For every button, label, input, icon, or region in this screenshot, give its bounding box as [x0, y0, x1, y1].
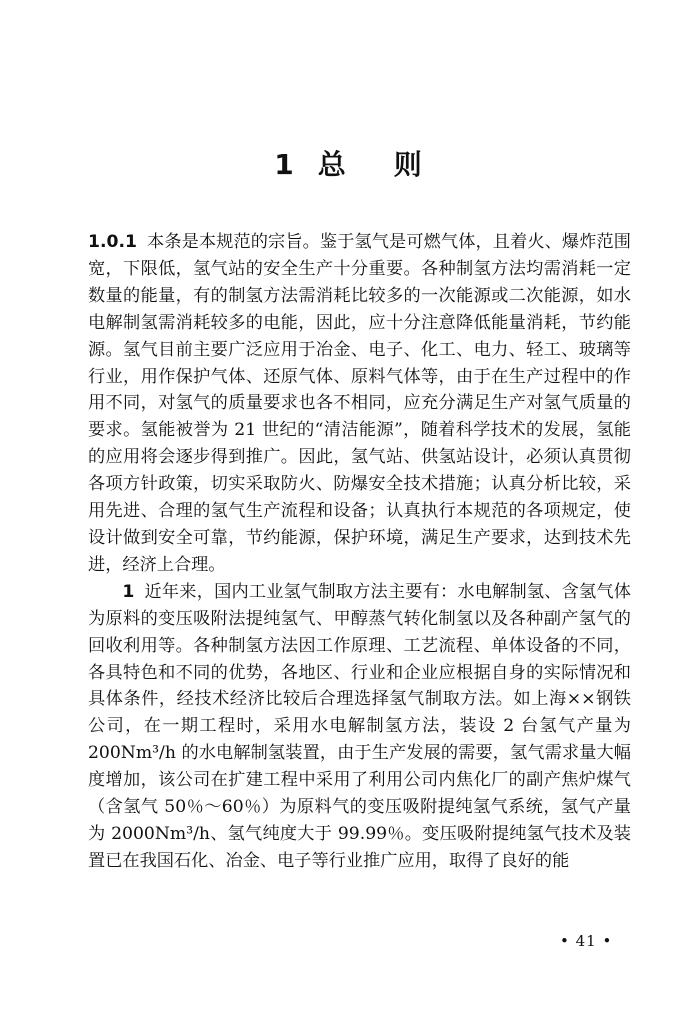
clause-text: 本条是本规范的宗旨。鉴于氢气是可燃气体，且着火、爆炸范围宽，下限低，氢气站的安全生产十分重要。各种制氢方法均需消耗一定数量的能量，有的制氢方法需消耗比较多的一次能源或二次能源，如水电解制氢需消耗较多的电能，因此，应十分注意降低能量消耗，节约能源。氢气目前主要广泛应用于冶金、电子、化工、电力、轻工、玻璃等行业，用作保护气体、还原气体、原料气体等，由于在生产过程中的作用不同，对氢气的质量要求也各不相同，应充分满足生产对氢气质量的要求。氢能被誉为 21 世纪的“清洁能源”，随着科学技术的发展，氢能的应用将会逐步得到推广。因此，氢气站、供氢站设计，必须认真贯彻各项方针政策，切实采取防火、防爆安全技术措施；认真分析比较，采用先进、合理的氢气生产流程和设备；认真执行本规范的各项规定，使设计做到安全可靠，节约能源，保护环境，满足生产要求，达到技术先进，经济上合理。: [88, 232, 631, 575]
item-number: 1: [122, 581, 135, 602]
clause-paragraph: [88, 229, 631, 579]
body-text: [88, 229, 631, 875]
page-number: • 41 •: [560, 932, 613, 950]
chapter-title-char-2: 则: [393, 148, 424, 181]
chapter-title: [0, 143, 698, 183]
clause-id: 1.0.1: [88, 232, 137, 252]
chapter-title-char-1: 总: [317, 148, 348, 181]
item-paragraph: [88, 579, 631, 875]
item-text: 近年来，国内工业氢气制取方法主要有：水电解制氢、含氢气体为原料的变压吸附法提纯氢气、甲醇蒸气转化制氢以及各种副产氢气的回收利用等。各种制氢方法因工作原理、工艺流程、单体设备的不同，各具特色和不同的优势，各地区、行业和企业应根据自身的实际情况和具体条件，经技术经济比较后合理选择氢气制取方法。如上海××钢铁公司，在一期工程时，采用水电解制氢方法，装设 2 台氢气产量为 200Nm³/h 的水电解制氢装置，由于生产发展的需要，氢气需求量大幅度增加，该公司在扩建工程中采用了利用公司内焦化厂的副产焦炉煤气（含氢气 50％～60％）为原料气的变压吸附提纯氢气系统，氢气产量为 2000Nm³/h、氢气纯度大于 99.99％。变压吸附提纯氢气技术及装置已在我国石化、冶金、电子等行业推广应用，取得了良好的能: [88, 581, 631, 871]
chapter-number: 1: [274, 148, 296, 181]
